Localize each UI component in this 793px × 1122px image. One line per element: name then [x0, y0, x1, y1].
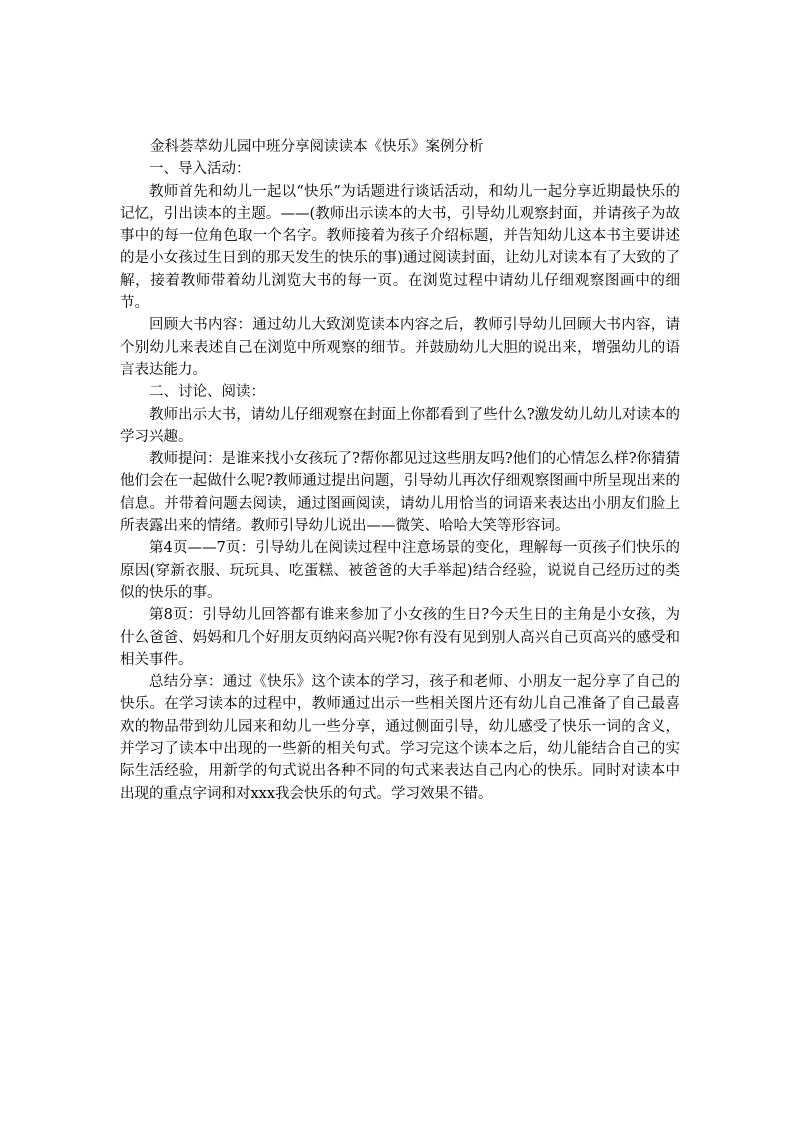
section-heading-intro: 一、导入活动： [149, 161, 251, 178]
paragraph: 回顾大书内容：通过幼儿大致浏览读本内容之后，教师引导幼儿回顾大书内容，请个别幼儿来表述自己在浏览中所观察的细节。并鼓励幼儿大胆的说出来，增强幼儿的语言表达能力。 [120, 317, 680, 378]
paragraph: 教师出示大书，请幼儿仔细观察在封面上你都看到了些什么?激发幼儿幼儿对读本的学习兴趣。 [120, 406, 680, 445]
paragraph: 总结分享：通过《快乐》这个读本的学习，孩子和老师、小朋友一起分享了自己的快乐。在学习读本的过程中，教师通过出示一些相关图片还有幼儿自己准备了自己最喜欢的物品带到幼儿园来和幼儿一些分享，通过侧面引导，幼儿感受了快乐一词的含义，并学习了读本中出现的一些新的相关句式。学习完这个读本之后，幼儿能结合自己的实际生活经验，用新学的句式说出各种不同的句式来表达自己内心的快乐。同时对读本中出现的重点字词和对xxx我会快乐的句式。学习效果不错。 [120, 674, 680, 802]
paragraph: 第8页：引导幼儿回答都有谁来参加了小女孩的生日?今天生日的主角是小女孩，为什么爸爸、妈妈和几个好朋友页纳闷高兴呢?你有没有见到别人高兴自己页高兴的感受和相关事件。 [120, 607, 680, 668]
document-body [120, 136, 680, 805]
paragraph: 第4页——7页：引导幼儿在阅读过程中注意场景的变化，理解每一页孩子们快乐的原因(穿新衣服、玩玩具、吃蛋糕、被爸爸的大手举起)结合经验，说说自己经历过的类似的快乐的事。 [120, 540, 680, 601]
document-title: 金科荟萃幼儿园中班分享阅读读本《快乐》案例分析 [150, 139, 484, 155]
paragraph: 教师首先和幼儿一起以“快乐”为话题进行谈话活动，和幼儿一起分享近期最快乐的记忆，引出读本的主题。——(教师出示读本的大书，引导幼儿观察封面，并请孩子为故事中的每一位角色取一个名字。教师接着为孩子介绍标题，并告知幼儿这本书主要讲述的是小女孩过生日到的那天发生的快乐的事)通过阅读封面，让幼儿对读本有了大致的了解，接着教师带着幼儿浏览大书的每一页。在浏览过程中请幼儿仔细观察图画中的细节。 [120, 183, 680, 312]
paragraph: 教师提问：是谁来找小女孩玩了?帮你都见过这些朋友吗?他们的心情怎么样?你猜猜他们会在一起做什么呢?教师通过提出问题，引导幼儿再次仔细观察图画中所呈现出来的信息。并带着问题去阅读，通过图画阅读，请幼儿用恰当的词语来表达出小朋友们脸上所表露出来的情绪。教师引导幼儿说出——微笑、哈哈大笑等形容词。 [120, 451, 680, 535]
section-heading-discussion: 二、讨论、阅读： [149, 384, 265, 401]
